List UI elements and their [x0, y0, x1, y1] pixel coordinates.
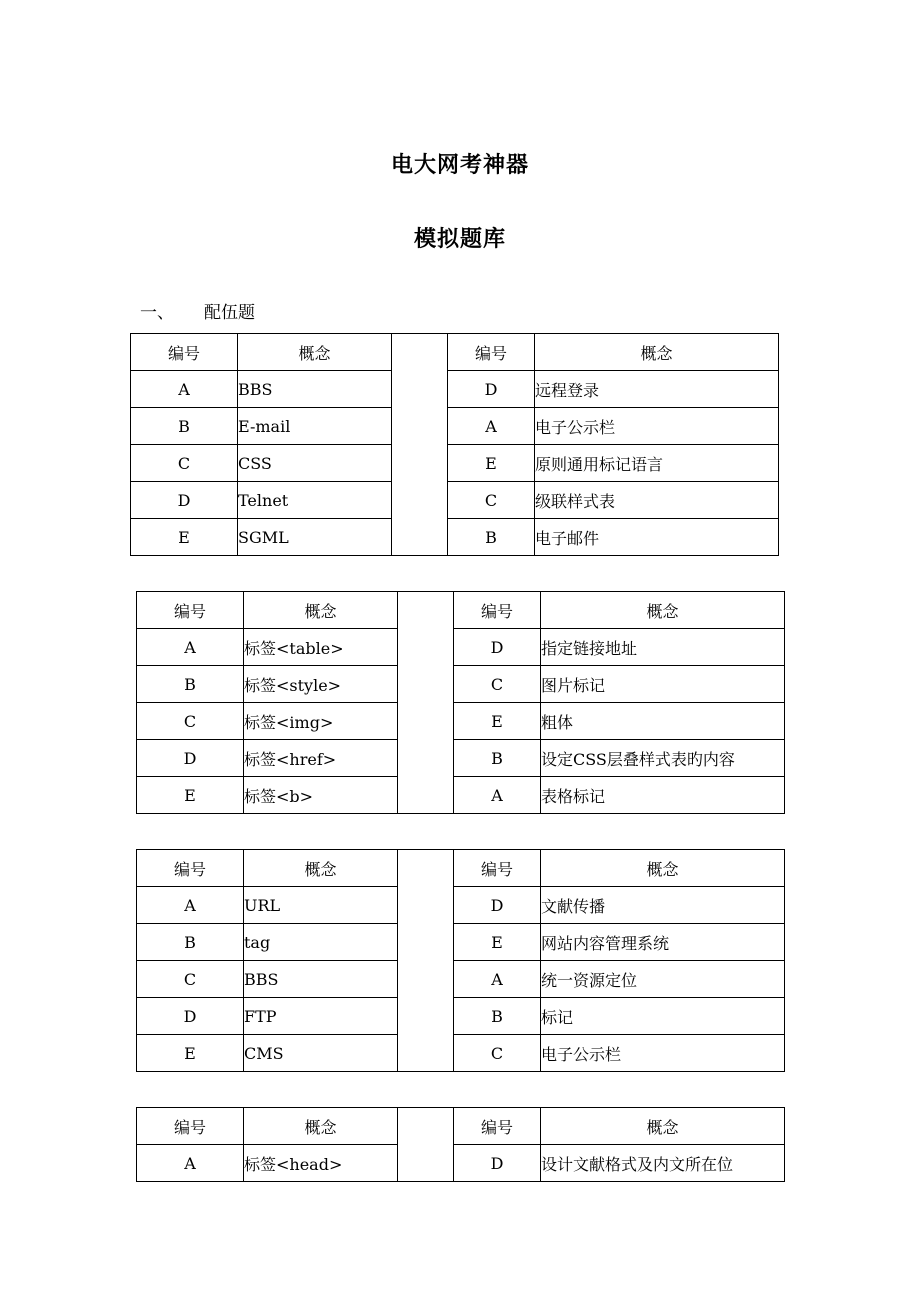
right-concept-cell: 原则通用标记语言 — [535, 445, 779, 482]
left-term-cell: 标签<head> — [244, 1145, 398, 1182]
table-row — [131, 408, 779, 445]
left-term-cell: E-mail — [238, 408, 392, 445]
header-concept: 概念 — [535, 334, 779, 371]
left-term-cell: Telnet — [238, 482, 392, 519]
right-id-cell: B — [454, 998, 541, 1035]
right-concept-cell: 设计文献格式及内文所在位 — [541, 1145, 785, 1182]
left-id-cell: E — [137, 777, 244, 814]
left-term-cell: BBS — [244, 961, 398, 998]
right-concept-cell: 设定CSS层叠样式表旳内容 — [541, 740, 785, 777]
left-id-cell: C — [131, 445, 238, 482]
header-concept: 概念 — [238, 334, 392, 371]
left-term-cell: CMS — [244, 1035, 398, 1072]
right-concept-cell: 电子公示栏 — [541, 1035, 785, 1072]
right-id-cell: D — [448, 371, 535, 408]
left-id-cell: C — [137, 703, 244, 740]
table-row — [137, 703, 785, 740]
right-concept-cell: 文献传播 — [541, 887, 785, 924]
right-concept-cell: 标记 — [541, 998, 785, 1035]
header-id: 编号 — [131, 334, 238, 371]
left-id-cell: B — [137, 924, 244, 961]
header-id: 编号 — [137, 592, 244, 629]
divider-column — [398, 850, 454, 1072]
table-row — [137, 740, 785, 777]
table-row — [137, 1145, 785, 1182]
left-id-cell: A — [137, 629, 244, 666]
table-header-row — [137, 850, 785, 887]
section-label: 配伍题 — [204, 303, 255, 323]
header-id: 编号 — [454, 850, 541, 887]
left-term-cell: 标签<href> — [244, 740, 398, 777]
divider-column — [398, 592, 454, 814]
matching-table — [136, 849, 785, 1072]
right-id-cell: E — [448, 445, 535, 482]
table-row — [137, 629, 785, 666]
left-id-cell: D — [137, 998, 244, 1035]
left-term-cell: 标签<style> — [244, 666, 398, 703]
matching-table — [136, 1107, 785, 1182]
left-id-cell: D — [137, 740, 244, 777]
left-term-cell: 标签<table> — [244, 629, 398, 666]
right-concept-cell: 表格标记 — [541, 777, 785, 814]
table-row — [137, 961, 785, 998]
right-concept-cell: 图片标记 — [541, 666, 785, 703]
right-id-cell: A — [454, 777, 541, 814]
header-id: 编号 — [454, 1108, 541, 1145]
table-header-row — [137, 592, 785, 629]
header-concept: 概念 — [244, 592, 398, 629]
header-concept: 概念 — [244, 1108, 398, 1145]
matching-table — [130, 333, 779, 556]
right-id-cell: C — [454, 666, 541, 703]
left-term-cell: SGML — [238, 519, 392, 556]
right-id-cell: D — [454, 887, 541, 924]
header-id: 编号 — [137, 850, 244, 887]
header-id: 编号 — [454, 592, 541, 629]
left-id-cell: A — [137, 1145, 244, 1182]
right-concept-cell: 电子邮件 — [535, 519, 779, 556]
right-concept-cell: 网站内容管理系统 — [541, 924, 785, 961]
right-concept-cell: 指定链接地址 — [541, 629, 785, 666]
right-concept-cell: 电子公示栏 — [535, 408, 779, 445]
header-id: 编号 — [448, 334, 535, 371]
table-row — [131, 445, 779, 482]
left-id-cell: A — [137, 887, 244, 924]
table-row — [137, 777, 785, 814]
right-concept-cell: 远程登录 — [535, 371, 779, 408]
left-id-cell: B — [131, 408, 238, 445]
right-id-cell: D — [454, 1145, 541, 1182]
right-id-cell: C — [448, 482, 535, 519]
right-id-cell: E — [454, 703, 541, 740]
right-id-cell: A — [454, 961, 541, 998]
header-concept: 概念 — [541, 592, 785, 629]
left-term-cell: CSS — [238, 445, 392, 482]
left-term-cell: FTP — [244, 998, 398, 1035]
left-term-cell: 标签<img> — [244, 703, 398, 740]
right-id-cell: B — [448, 519, 535, 556]
right-concept-cell: 级联样式表 — [535, 482, 779, 519]
matching-table — [136, 591, 785, 814]
header-concept: 概念 — [244, 850, 398, 887]
left-term-cell: BBS — [238, 371, 392, 408]
right-concept-cell: 统一资源定位 — [541, 961, 785, 998]
right-id-cell: B — [454, 740, 541, 777]
left-term-cell: 标签<b> — [244, 777, 398, 814]
table-header-row — [137, 1108, 785, 1145]
section-heading — [140, 298, 255, 323]
table-row — [131, 371, 779, 408]
left-id-cell: E — [137, 1035, 244, 1072]
right-id-cell: E — [454, 924, 541, 961]
table-header-row — [131, 334, 779, 371]
header-concept: 概念 — [541, 850, 785, 887]
table-row — [137, 1035, 785, 1072]
table-row — [137, 924, 785, 961]
left-id-cell: D — [131, 482, 238, 519]
left-id-cell: A — [131, 371, 238, 408]
table-row — [131, 482, 779, 519]
left-id-cell: C — [137, 961, 244, 998]
document-subtitle: 模拟题库 — [413, 226, 506, 252]
right-id-cell: D — [454, 629, 541, 666]
header-concept: 概念 — [541, 1108, 785, 1145]
table-row — [137, 666, 785, 703]
left-id-cell: E — [131, 519, 238, 556]
right-id-cell: A — [448, 408, 535, 445]
document-title: 电大网考神器 — [390, 152, 529, 178]
left-term-cell: URL — [244, 887, 398, 924]
table-row — [137, 887, 785, 924]
right-concept-cell: 粗体 — [541, 703, 785, 740]
section-number: 一、 — [140, 303, 174, 323]
header-id: 编号 — [137, 1108, 244, 1145]
table-row — [131, 519, 779, 556]
table-row — [137, 998, 785, 1035]
right-id-cell: C — [454, 1035, 541, 1072]
left-id-cell: B — [137, 666, 244, 703]
divider-column — [398, 1108, 454, 1182]
left-term-cell: tag — [244, 924, 398, 961]
divider-column — [392, 334, 448, 556]
